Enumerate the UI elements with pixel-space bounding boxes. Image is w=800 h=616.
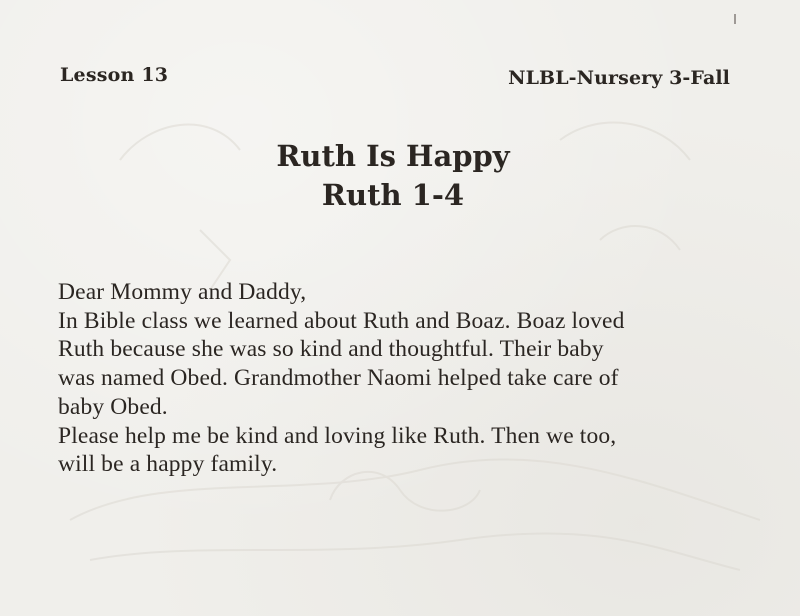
title-scripture: Ruth 1-4 bbox=[321, 178, 465, 212]
paper-speck bbox=[734, 14, 736, 24]
letter-line: In Bible class we learned about Ruth and Boaz. Boaz loved bbox=[58, 307, 625, 334]
letter-line: Please help me be kind and loving like Ruth. Then we too, bbox=[58, 422, 617, 449]
lesson-number: Lesson 13 bbox=[60, 64, 169, 86]
letter-line: baby Obed. bbox=[58, 393, 168, 420]
title-main: Ruth Is Happy bbox=[276, 139, 510, 173]
letter-greeting: Dear Mommy and Daddy, bbox=[58, 279, 307, 305]
series-name: NLBL-Nursery 3-Fall bbox=[508, 67, 730, 89]
letter-line: will be a happy family. bbox=[58, 451, 278, 478]
lesson-title bbox=[0, 137, 786, 215]
letter-line: Ruth because she was so kind and thoughtful. Their baby bbox=[58, 336, 604, 363]
parent-letter bbox=[58, 278, 738, 479]
letter-line: was named Obed. Grandmother Naomi helped take care of bbox=[58, 365, 619, 392]
